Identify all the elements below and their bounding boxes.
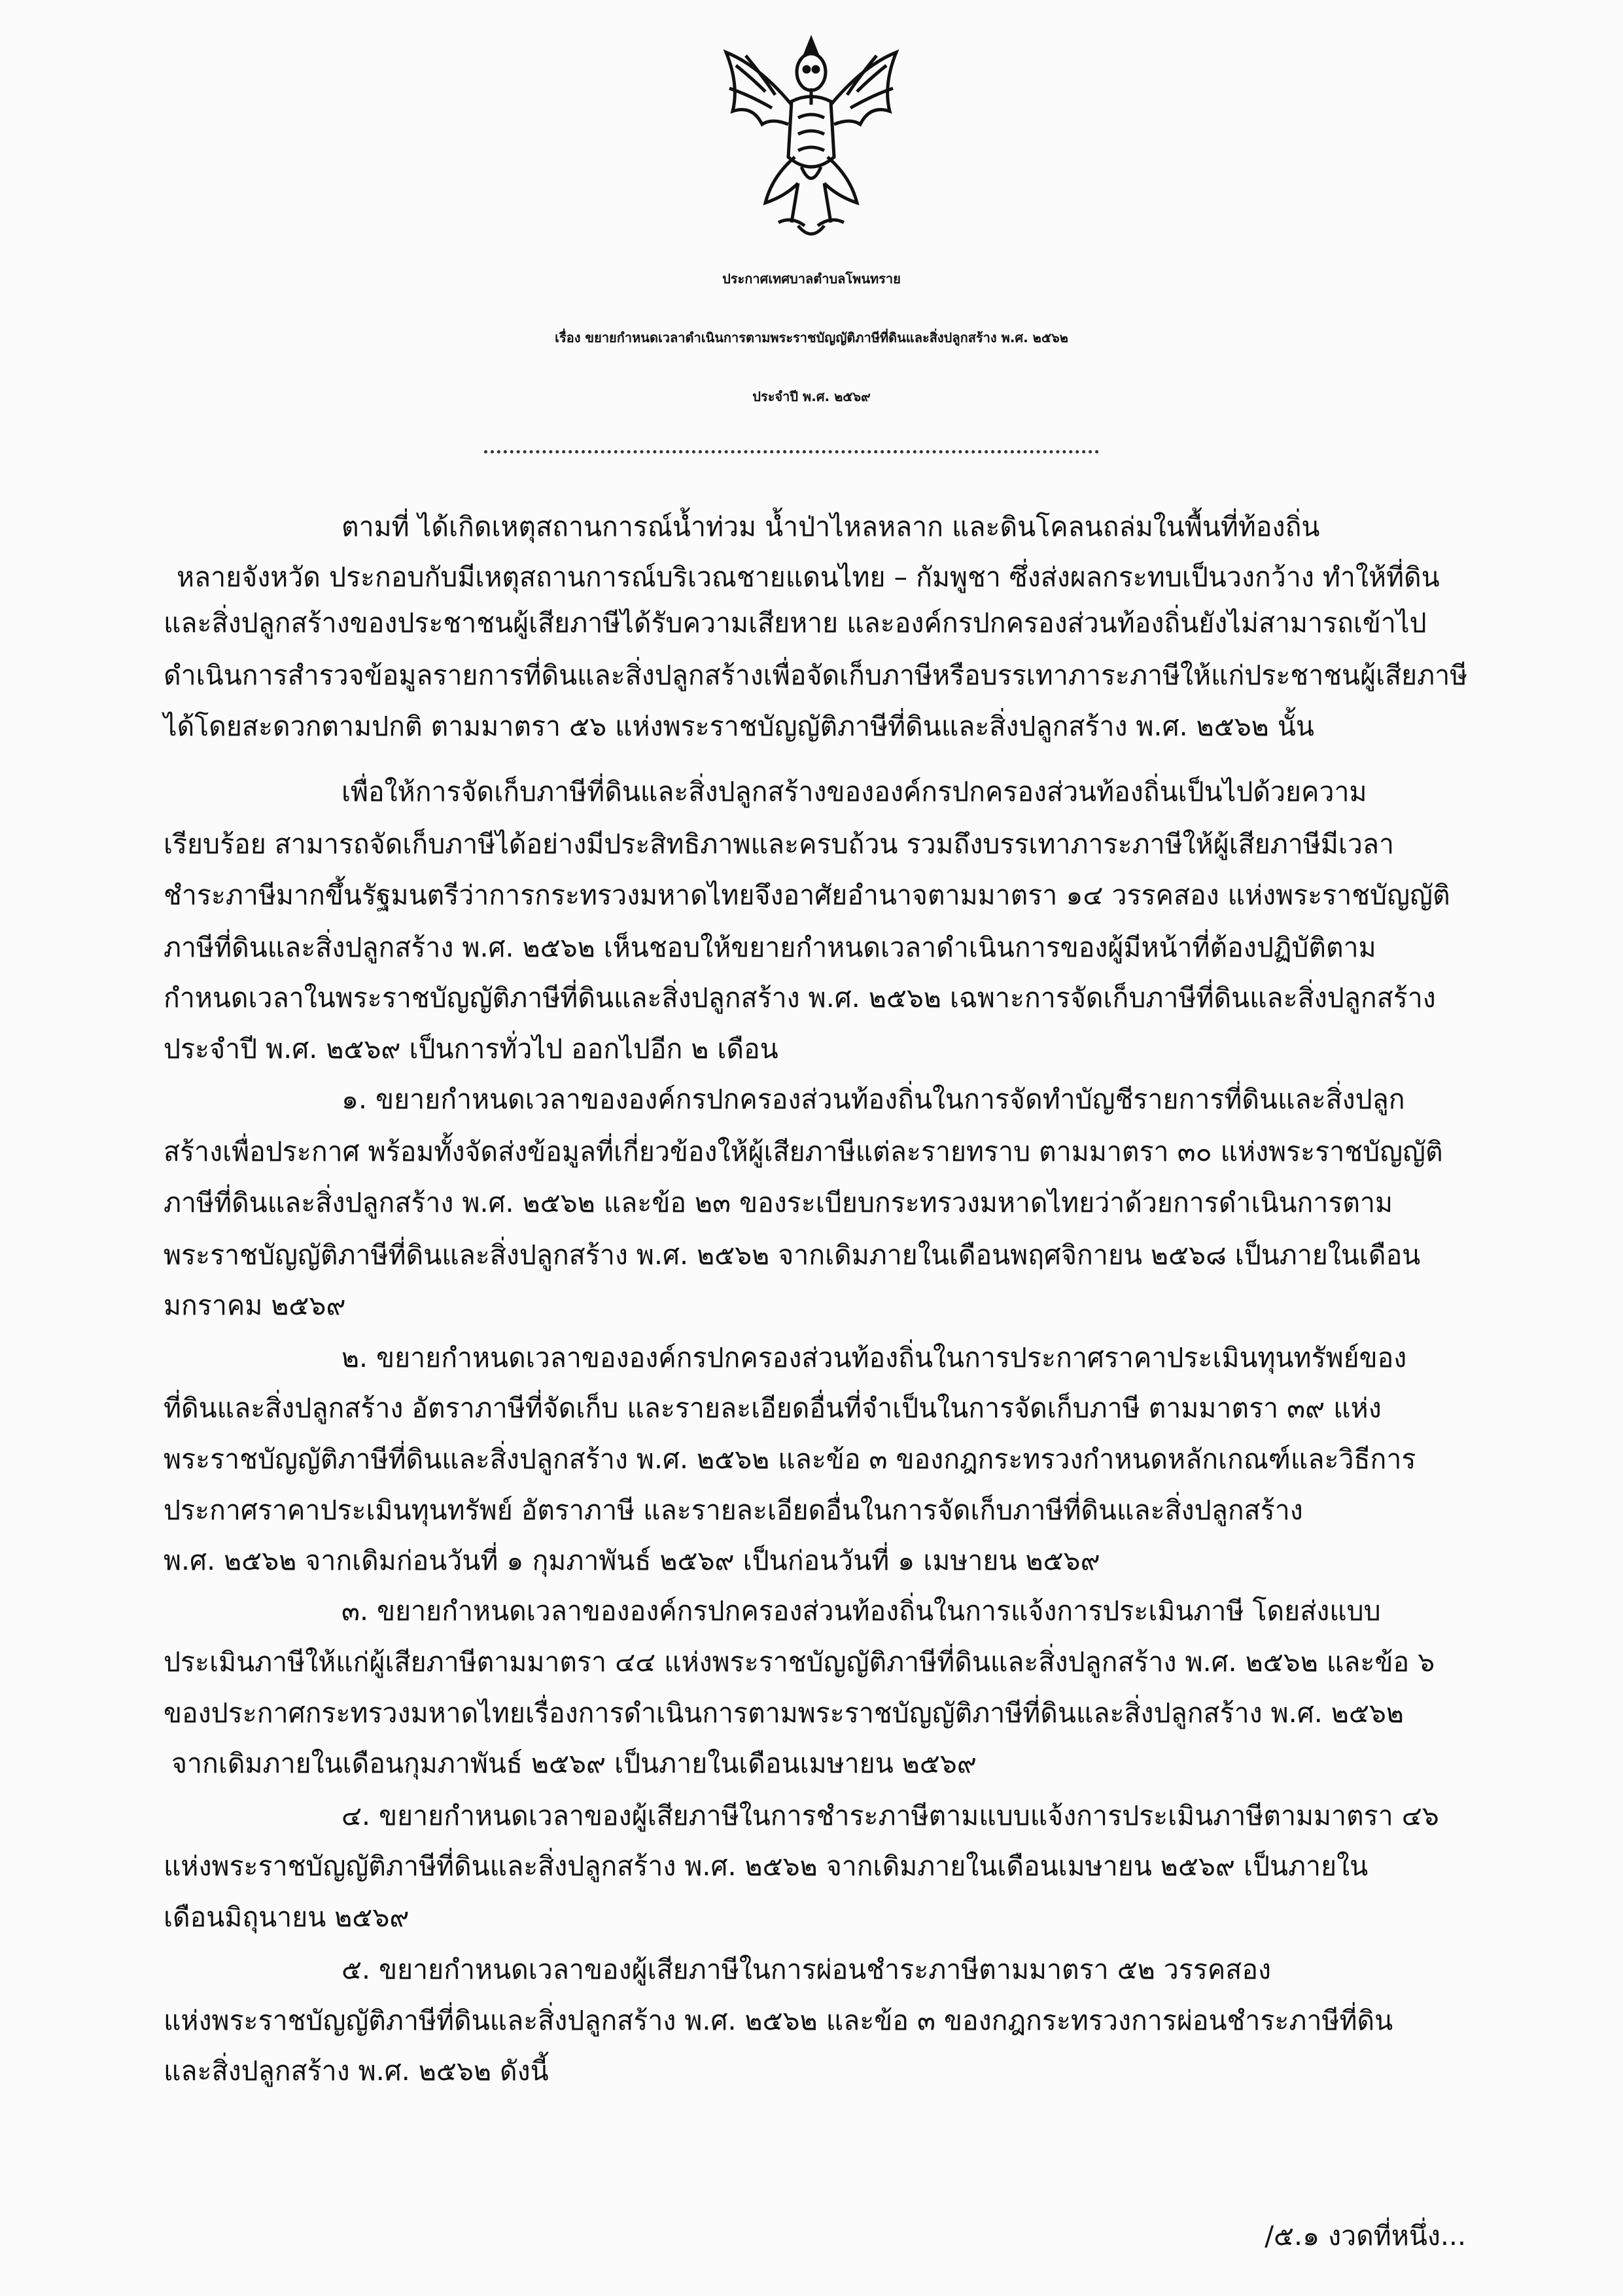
paragraph-line: ได้โดยสะดวกตามปกติ ตามมาตรา ๕๖ แห่งพระราชบัญญัติภาษีที่ดินและสิ่งปลูกสร้าง พ.ศ. ๒๕๖๒ นั้น [164,711,1314,742]
paragraph-line: หลายจังหวัด ประกอบกับมีเหตุสถานการณ์บริเวณชายแดนไทย – กัมพูชา ซึ่งส่งผลกระทบเป็นวงกว้าง ทำให้ที่ดิน [177,561,1440,593]
paragraph-line: เพื่อให้การจัดเก็บภาษีที่ดินและสิ่งปลูกสร้างขององค์กรปกครองส่วนท้องถิ่นเป็นไปด้วยความ [341,776,1367,807]
announcement-year: ประจำปี พ.ศ. ๒๕๖๙ [752,389,871,404]
dotted-divider [484,450,1099,453]
paragraph-line: เดือนมิถุนายน ๒๕๖๙ [164,1901,410,1933]
paragraph-line: ชำระภาษีมากขึ้นรัฐมนตรีว่าการกระทรวงมหาดไทยจึงอาศัยอำนาจตามมาตรา ๑๔ วรรคสอง แห่งพระราชบัญญัติ [164,879,1450,911]
paragraph-line: ๓. ขยายกำหนดเวลาขององค์กรปกครองส่วนท้องถิ่นในการแจ้งการประเมินภาษี โดยส่งแบบ [341,1595,1381,1627]
paragraph-line: กำหนดเวลาในพระราชบัญญัติภาษีที่ดินและสิ่งปลูกสร้าง พ.ศ. ๒๕๖๒ เฉพาะการจัดเก็บภาษีที่ดินและสิ่งปลูกสร้าง [164,982,1436,1014]
paragraph-line: ๕. ขยายกำหนดเวลาของผู้เสียภาษีในการผ่อนชำระภาษีตามมาตรา ๕๒ วรรคสอง [341,1954,1271,1985]
garuda-emblem-icon [700,26,922,249]
announcement-title: ประกาศเทศบาลตำบลโพนทราย [722,271,901,287]
paragraph-line: ที่ดินและสิ่งปลูกสร้าง อัตราภาษีที่จัดเก็บ และรายละเอียดอื่นที่จำเป็นในการจัดเก็บภาษี ตามมาตรา ๓๙ แห่ง [164,1392,1382,1424]
paragraph-line: และสิ่งปลูกสร้าง พ.ศ. ๒๕๖๒ ดังนี้ [164,2055,549,2087]
paragraph-line: แห่งพระราชบัญญัติภาษีที่ดินและสิ่งปลูกสร้าง พ.ศ. ๒๕๖๒ และข้อ ๓ ของกฎกระทรวงการผ่อนชำระภาษีที่ดิน [164,2005,1393,2036]
paragraph-line: แห่งพระราชบัญญัติภาษีที่ดินและสิ่งปลูกสร้าง พ.ศ. ๒๕๖๒ จากเดิมภายในเดือนเมษายน ๒๕๖๙ เป็นภายใน [164,1850,1369,1882]
paragraph-line: พระราชบัญญัติภาษีที่ดินและสิ่งปลูกสร้าง พ.ศ. ๒๕๖๒ และข้อ ๓ ของกฎกระทรวงกำหนดหลักเกณฑ์และวิธีการ [164,1443,1416,1475]
paragraph-line: พระราชบัญญัติภาษีที่ดินและสิ่งปลูกสร้าง พ.ศ. ๒๕๖๒ จากเดิมภายในเดือนพฤศจิกายน ๒๕๖๘ เป็นภายในเดือน [164,1239,1421,1271]
paragraph-line: มกราคม ๒๕๖๙ [164,1290,346,1321]
paragraph-line: จากเดิมภายในเดือนกุมภาพันธ์ ๒๕๖๙ เป็นภายในเดือนเมษายน ๒๕๖๙ [171,1748,977,1779]
paragraph-line: ภาษีที่ดินและสิ่งปลูกสร้าง พ.ศ. ๒๕๖๒ และข้อ ๒๓ ของระเบียบกระทรวงมหาดไทยว่าด้วยการดำเนินการตาม [164,1187,1393,1218]
announcement-subject: เรื่อง ขยายกำหนดเวลาดำเนินการตามพระราชบัญญัติภาษีที่ดินและสิ่งปลูกสร้าง พ.ศ. ๒๕๖๒ [555,330,1068,345]
paragraph-line: ตามที่ ได้เกิดเหตุสถานการณ์น้ำท่วม น้ำป่าไหลหลาก และดินโคลนถล่มในพื้นที่ท้องถิ่น [341,511,1320,542]
paragraph-line: ประเมินภาษีให้แก่ผู้เสียภาษีตามมาตรา ๔๔ แห่งพระราชบัญญัติภาษีที่ดินและสิ่งปลูกสร้าง พ.ศ. ๒๕๖๒ และข้อ ๖ [164,1646,1435,1678]
paragraph-line: ๑. ขยายกำหนดเวลาขององค์กรปกครองส่วนท้องถิ่นในการจัดทำบัญชีรายการที่ดินและสิ่งปลูก [341,1084,1405,1115]
paragraph-line: ประจำปี พ.ศ. ๒๕๖๙ เป็นการทั่วไป ออกไปอีก ๒ เดือน [164,1033,778,1065]
paragraph-line: ประกาศราคาประเมินทุนทรัพย์ อัตราภาษี และรายละเอียดอื่นในการจัดเก็บภาษีที่ดินและสิ่งปลูกสร้าง [164,1494,1303,1526]
paragraph-line: ของประกาศกระทรวงมหาดไทยเรื่องการดำเนินการตามพระราชบัญญัติภาษีที่ดินและสิ่งปลูกสร้าง พ.ศ. ๒๕๖๒ [164,1697,1404,1729]
paragraph-line: พ.ศ. ๒๕๖๒ จากเดิมก่อนวันที่ ๑ กุมภาพันธ์ ๒๕๖๙ เป็นก่อนวันที่ ๑ เมษายน ๒๕๖๙ [164,1545,1100,1576]
paragraph-line: ดำเนินการสำรวจข้อมูลรายการที่ดินและสิ่งปลูกสร้างเพื่อจัดเก็บภาษีหรือบรรเทาภาระภาษีให้แก่ประชาชนผู้เสียภาษี [164,660,1468,691]
paragraph-line: เรียบร้อย สามารถจัดเก็บภาษีได้อย่างมีประสิทธิภาพและครบถ้วน รวมถึงบรรเทาภาระภาษีให้ผู้เสียภาษีมีเวลา [164,828,1395,860]
paragraph-line: และสิ่งปลูกสร้างของประชาชนผู้เสียภาษีได้รับความเสียหาย และองค์กรปกครองส่วนท้องถิ่นยังไม่สามารถเข้าไป [164,607,1427,639]
paragraph-line: ๒. ขยายกำหนดเวลาขององค์กรปกครองส่วนท้องถิ่นในการประกาศราคาประเมินทุนทรัพย์ของ [341,1342,1407,1373]
page-continuation: /๕.๑ งวดที่หนึ่ง... [1265,2220,1466,2252]
paragraph-line: ๔. ขยายกำหนดเวลาของผู้เสียภาษีในการชำระภาษีตามแบบแจ้งการประเมินภาษีตามมาตรา ๔๖ [341,1800,1439,1831]
paragraph-line: ภาษีที่ดินและสิ่งปลูกสร้าง พ.ศ. ๒๕๖๒ เห็นชอบให้ขยายกำหนดเวลาดำเนินการของผู้มีหน้าที่ต้องปฏิบัติตาม [164,932,1376,963]
paragraph-line: สร้างเพื่อประกาศ พร้อมทั้งจัดส่งข้อมูลที่เกี่ยวข้องให้ผู้เสียภาษีแต่ละรายทราบ ตามมาตรา ๓๐ แห่งพระราชบัญญัติ [164,1136,1443,1167]
